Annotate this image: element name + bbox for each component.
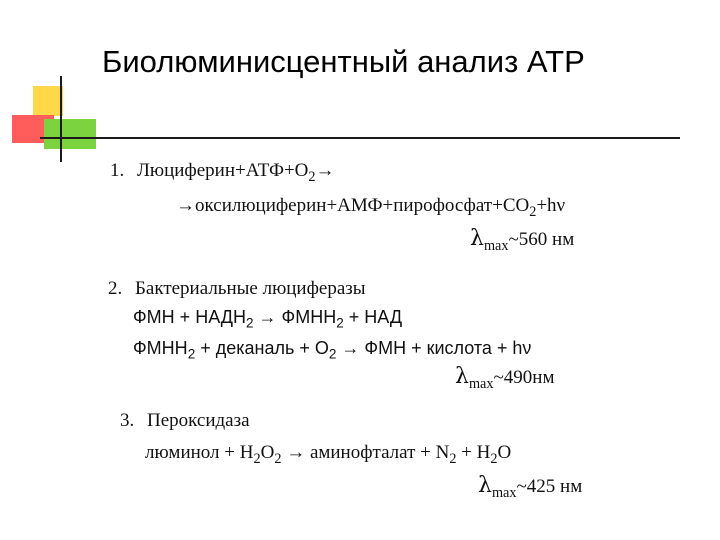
decor-horizontal-line	[40, 137, 680, 139]
decor-yellow-square	[33, 86, 63, 116]
reaction-1-line-2: $\to оксилюциферин+АМФ+пирофосфат+CO_2+h\nu$	[176, 195, 566, 220]
arrow-icon: →	[336, 338, 365, 358]
decor-vertical-line	[60, 76, 62, 162]
reaction-3-line: люминол + $H_2O_2$ → аминофталат + $N_2 + H_2O$	[145, 442, 512, 467]
reaction-2-wavelength: $\lambda_{max}\sim 490нм$	[455, 364, 555, 392]
reaction-1-wavelength: $\lambda_{max}\sim 560$ нм	[470, 226, 575, 254]
reaction-2-header	[108, 278, 366, 300]
reaction-3-header	[120, 410, 250, 432]
reaction-2-line-1: ФМН + $НАДН_2$ → $ФМНН_2$ + НАД	[133, 307, 403, 331]
reaction-3-enzyme: Пероксидаза	[147, 410, 250, 431]
reaction-3-wavelength: $\lambda_{max}\sim 425$ нм	[478, 473, 583, 501]
reaction-2-number: 2.	[108, 278, 123, 299]
reaction-1-number: 1.	[110, 160, 125, 181]
slide-title: Биолюминисцентный анализ АТР	[102, 44, 585, 79]
arrow-icon: →	[315, 160, 335, 181]
decor-green-square	[44, 119, 96, 149]
arrow-icon: →	[253, 307, 282, 327]
arrow-icon: →	[281, 442, 310, 463]
reaction-2-line-2: $ФМНН_2$ + деканаль + $O_2$ → ФМН + кислота + hν	[133, 338, 532, 362]
reaction-1-line-1: 1. $Люциферин+АТФ+O_2\to$	[110, 160, 335, 185]
reaction-3-number: 3.	[120, 410, 135, 431]
arrow-icon: →	[176, 195, 195, 216]
reaction-2-enzyme: Бактериальные люциферазы	[135, 278, 366, 299]
